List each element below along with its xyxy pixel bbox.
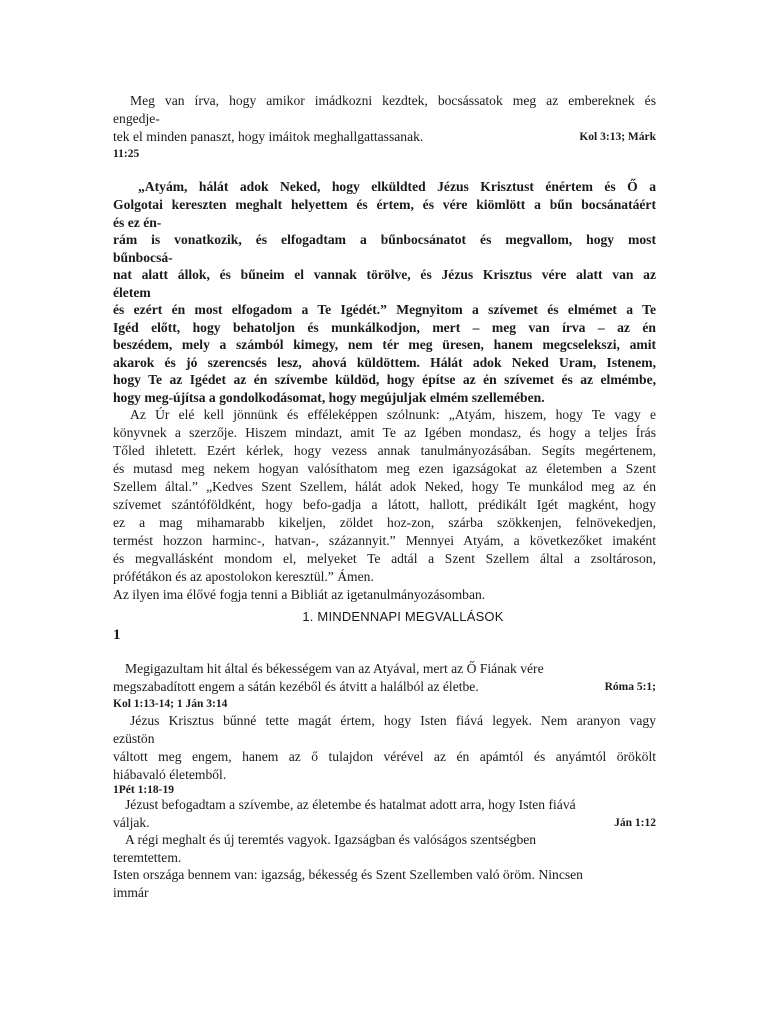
confession-line: megszabadított engem a sátán kezéből és átvitt a halálból az életbe.	[113, 679, 479, 694]
prayer-line: hogy Te az Igédet az én szívembe küldöd, hogy építse az én szívemet és az elmémbe,	[113, 372, 656, 387]
confession-line: váltott meg engem, hanem az ő tulajdon vérével az én apámtól és anyámtól örökölt	[113, 749, 656, 764]
prayer-line: Golgotai kereszten meghalt helyettem és értem, és vére kiömlött a bűn bocsánatáért	[113, 197, 656, 212]
intro-line: tek el minden panaszt, hogy imáitok meghallgattassanak.	[113, 129, 424, 144]
confession-line: teremtettem.	[113, 850, 182, 865]
intro-line: engedje-	[113, 111, 160, 126]
prayer-line: bűnbocsá-	[113, 250, 173, 265]
confession-line: hiábavaló életemből.	[113, 767, 227, 782]
paragraph-line: szívemet szántóföldként, hogy befo-gadja a látott, hallott, prédikált Igét magként, hogy	[113, 497, 656, 512]
paragraph-line: ez a mag mihamarabb kikeljen, zöldet hoz-zon, szárba szökkenjen, felnövekedjen,	[113, 515, 656, 530]
paragraph-line: termést hozzon harminc-, hatvan-, százannyit.” Mennyei Atyám, a következőket imaként	[113, 533, 656, 548]
prayer-line: beszédem, mely a számból kimegy, nem tér meg üresen, hanem megcselekszi, amit	[113, 337, 656, 352]
scripture-reference: 11:25	[113, 148, 140, 160]
confession-line: Jézust befogadtam a szívembe, az életembe és hatalmat adott arra, hogy Isten fiává	[125, 797, 576, 812]
paragraph-line: és megvallásként mondom el, melyeket Te adtál a Szent Szellem által a zsoltároson,	[113, 551, 656, 566]
prayer-line: életem	[113, 285, 151, 300]
confession-line: Megigazultam hit által és békességem van az Atyával, mert az Ő Fiának vére	[125, 661, 544, 676]
paragraph-line: prófétákon és az apostolokon keresztül.” Ámen.	[113, 569, 374, 584]
prayer-line: Igéd előtt, hogy behatoljon és munkálkodjon, mert – meg van írva – az én	[113, 320, 656, 335]
section-number: 1	[113, 627, 121, 643]
section-heading: 1. MINDENNAPI MEGVALLÁSOK	[302, 609, 504, 624]
paragraph-line: Szellem által.” „Kedves Szent Szellem, hálát adok Neked, hogy Te munkálod meg az én	[113, 479, 656, 494]
scripture-reference: 1Pét 1:18-19	[113, 784, 174, 796]
prayer-line: akarok és jó szerencsés lesz, ahová küldöttem. Hálát adok Neked Uram, Istenem,	[113, 355, 656, 370]
paragraph-line: Az ilyen ima élővé fogja tenni a Bibliát az igetanulmányozásomban.	[113, 587, 486, 602]
intro-line: Meg van írva, hogy amikor imádkozni kezdtek, bocsássatok meg az embereknek és	[130, 93, 656, 108]
prayer-line: „Atyám, hálát adok Neked, hogy elküldted Jézus Krisztust énértem és Ő a	[138, 179, 656, 194]
confession-line: A régi meghalt és új teremtés vagyok. Igazságban és valóságos szentségben	[125, 832, 537, 847]
scripture-reference: Róma 5:1;	[604, 681, 656, 693]
prayer-line: nat alatt állok, és bűneim el vannak törölve, és Jézus Krisztus vére alatt van az	[113, 267, 656, 282]
prayer-line: és ezért én most elfogadom a Te Igédét.” Megnyitom a szívemet és elmémet a Te	[113, 302, 656, 317]
scripture-reference: Ján 1:12	[614, 817, 656, 829]
paragraph-line: Az Úr elé kell jönnünk és efféleképpen szólnunk: „Atyám, hiszem, hogy Te vagy e	[130, 407, 656, 422]
paragraph-line: és mutasd meg nekem hogyan valósíthatom meg ezen igazságokat az életemben a Szent	[113, 461, 656, 476]
confession-line: immár	[113, 885, 149, 900]
confession-line: váljak.	[113, 815, 150, 830]
prayer-line: és ez én-	[113, 215, 162, 230]
prayer-line: hogy meg-újítsa a gondolkodásomat, hogy megújuljak elmém szellemében.	[113, 390, 545, 405]
scripture-reference: Kol 3:13; Márk	[579, 131, 656, 143]
paragraph-line: könyvnek a szerzője. Hiszem mindazt, amit Te az Igében mondasz, és hogy a teljes Írás	[113, 425, 656, 440]
confession-line: Jézus Krisztus bűnné tette magát értem, hogy Isten fiává legyek. Nem aranyon vagy	[130, 713, 656, 728]
paragraph-line: Tőled ihletett. Ezért kérlek, hogy vezess annak tanulmányozásában. Segíts megértenem,	[113, 443, 656, 458]
confession-line: ezüstön	[113, 731, 155, 746]
prayer-line: rám is vonatkozik, és elfogadtam a bűnbocsánatot és megvallom, hogy most	[113, 232, 656, 247]
scripture-reference: Kol 1:13-14; 1 Ján 3:14	[113, 698, 228, 710]
confession-line: Isten országa bennem van: igazság, békesség és Szent Szellemben való öröm. Nincsen	[113, 867, 583, 882]
